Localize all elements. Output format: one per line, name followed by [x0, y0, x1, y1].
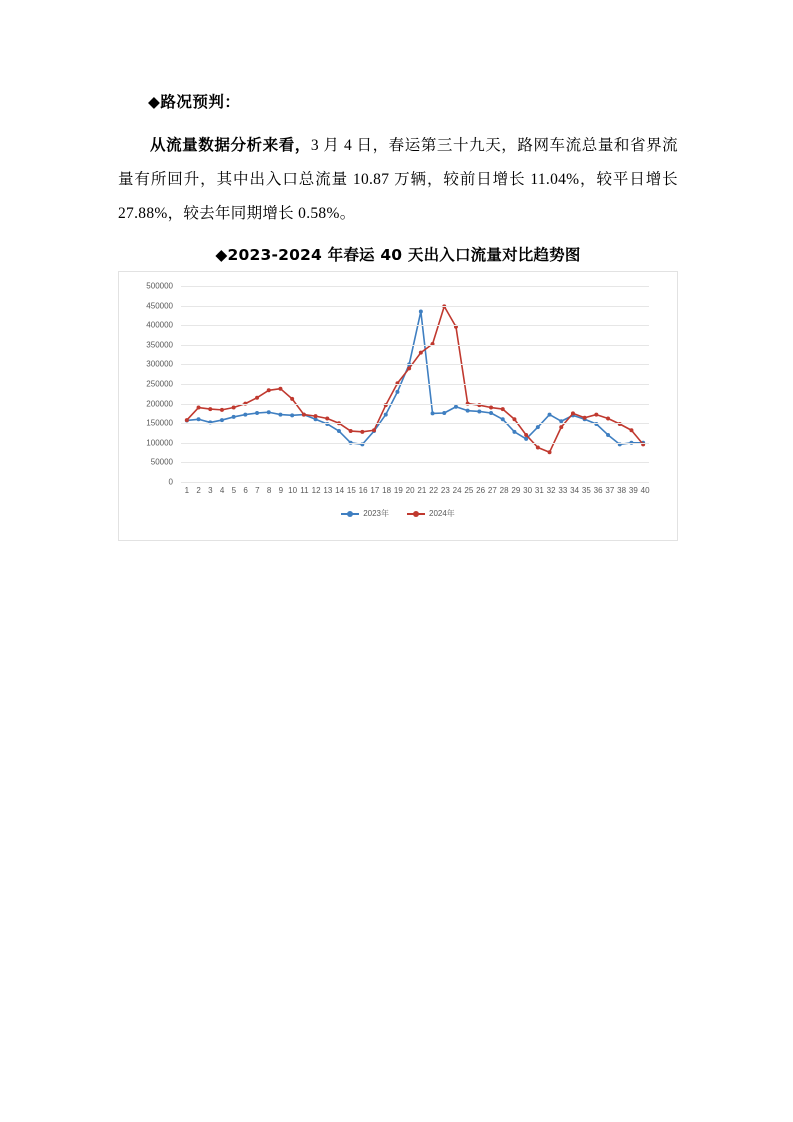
x-axis-tick-label: 5 — [231, 486, 237, 495]
chart-point — [325, 416, 329, 420]
x-axis-tick-label: 13 — [323, 486, 333, 495]
chart-point — [629, 428, 633, 432]
chart-point — [314, 414, 318, 418]
chart-gridline — [181, 364, 649, 365]
x-axis-tick-label: 36 — [593, 486, 603, 495]
chart-point — [302, 413, 306, 417]
chart-point — [466, 409, 470, 413]
x-axis-tick-label: 33 — [558, 486, 568, 495]
chart-point — [559, 425, 563, 429]
x-axis-tick-label: 19 — [393, 486, 403, 495]
chart-gridline — [181, 482, 649, 483]
chart-point — [267, 410, 271, 414]
x-axis-tick-label: 1 — [184, 486, 190, 495]
y-axis-tick-label: 450000 — [146, 301, 173, 311]
y-axis-tick-label: 150000 — [146, 418, 173, 428]
chart-point — [197, 417, 201, 421]
chart-point — [384, 413, 388, 417]
x-axis-tick-label: 37 — [605, 486, 615, 495]
chart-gridline — [181, 325, 649, 326]
x-axis-tick-label: 30 — [523, 486, 533, 495]
y-axis-tick-label: 350000 — [146, 340, 173, 350]
x-axis-tick-label: 31 — [534, 486, 544, 495]
chart-point — [197, 406, 201, 410]
paragraph-lead: 从流量数据分析来看， — [150, 136, 311, 154]
chart-gridline — [181, 306, 649, 307]
x-axis-tick-label: 16 — [358, 486, 368, 495]
chart-point — [267, 388, 271, 392]
chart-point — [536, 446, 540, 450]
chart-point — [501, 407, 505, 411]
chart-gridline — [181, 384, 649, 385]
x-axis-tick-label: 8 — [266, 486, 272, 495]
x-axis-tick-label: 32 — [546, 486, 556, 495]
x-axis-tick-label: 35 — [581, 486, 591, 495]
y-axis-tick-label: 200000 — [146, 399, 173, 409]
chart-point — [290, 397, 294, 401]
y-axis-tick-label: 400000 — [146, 320, 173, 330]
chart-point — [232, 415, 236, 419]
x-axis-tick-label: 2 — [196, 486, 201, 495]
chart-point — [255, 396, 259, 400]
paragraph-rest: 3 月 4 日，春运第三十九天，路网车流总量和省界流量有所回升，其中出入口总流量 10.87 万辆，较前日增长 11.04%，较平日增长 27.88%，较去年同期增长 0.58%。 — [118, 137, 678, 222]
chart-point — [407, 366, 411, 370]
chart-point — [442, 411, 446, 415]
y-axis-tick-label: 0 — [168, 477, 173, 487]
legend-swatch-icon — [341, 513, 359, 515]
x-axis-tick-label: 10 — [288, 486, 298, 495]
x-axis-tick-label: 17 — [370, 486, 380, 495]
x-axis-tick-label: 4 — [219, 486, 225, 495]
chart-gridline — [181, 423, 649, 424]
chart-point — [571, 411, 575, 415]
legend-swatch-icon — [407, 513, 425, 515]
x-axis-tick-label: 15 — [346, 486, 356, 495]
legend-item-2[interactable] — [407, 508, 455, 519]
legend-label: 2024年 — [429, 509, 455, 518]
chart-point — [243, 413, 247, 417]
x-axis-tick-label: 12 — [311, 486, 321, 495]
chart-point — [349, 429, 353, 433]
chart-point — [220, 408, 224, 412]
chart-point — [489, 406, 493, 410]
chart-gridline — [181, 462, 649, 463]
chart-point — [606, 416, 610, 420]
x-axis-tick-label: 26 — [476, 486, 486, 495]
chart-point — [208, 407, 212, 411]
x-axis-labels — [181, 486, 649, 500]
chart-point — [278, 413, 282, 417]
chart-point — [583, 416, 587, 420]
legend-item-1[interactable] — [341, 508, 389, 519]
chart-point — [594, 413, 598, 417]
x-axis-tick-label: 20 — [405, 486, 415, 495]
chart-point — [360, 430, 364, 434]
chart-legend — [119, 508, 677, 519]
chart-point — [278, 387, 282, 391]
x-axis-tick-label: 25 — [464, 486, 474, 495]
chart-point — [395, 390, 399, 394]
x-axis-tick-label: 14 — [335, 486, 345, 495]
chart-gridline — [181, 443, 649, 444]
chart-point — [548, 450, 552, 454]
chart-plot-area — [181, 286, 649, 482]
x-axis-tick-label: 38 — [617, 486, 627, 495]
x-axis-tick-label: 28 — [499, 486, 509, 495]
chart-point — [232, 406, 236, 410]
y-axis-tick-label: 100000 — [146, 438, 173, 448]
chart-point — [419, 309, 423, 313]
x-axis-tick-label: 27 — [487, 486, 497, 495]
chart-caption: ◆2023-2024 年春运 40 天出入口流量对比趋势图 — [215, 246, 581, 264]
chart-point — [512, 417, 516, 421]
chart-point — [337, 429, 341, 433]
x-axis-tick-label: 18 — [382, 486, 392, 495]
chart-point — [524, 433, 528, 437]
chart-point — [372, 428, 376, 432]
body-paragraph — [118, 128, 678, 231]
chart-point — [255, 411, 259, 415]
chart-line-2 — [187, 306, 643, 452]
x-axis-tick-label: 11 — [300, 486, 309, 495]
x-axis-tick-label: 24 — [452, 486, 462, 495]
x-axis-tick-label: 7 — [255, 486, 260, 495]
x-axis-tick-label: 29 — [511, 486, 521, 495]
x-axis-tick-label: 22 — [429, 486, 439, 495]
x-axis-tick-label: 6 — [243, 486, 248, 495]
chart-point — [536, 425, 540, 429]
legend-label: 2023年 — [363, 509, 389, 518]
chart-point — [419, 351, 423, 355]
y-axis-tick-label: 500000 — [146, 281, 173, 291]
chart-gridline — [181, 286, 649, 287]
x-axis-tick-label: 40 — [640, 486, 650, 495]
chart-point — [431, 411, 435, 415]
x-axis-tick-label: 39 — [628, 486, 638, 495]
x-axis-tick-label: 21 — [417, 486, 427, 495]
y-axis-tick-label: 300000 — [146, 359, 173, 369]
chart-point — [185, 418, 189, 422]
chart-point — [606, 433, 610, 437]
chart-point — [512, 430, 516, 434]
section-heading: ◆路况预判： — [148, 93, 241, 111]
document-content — [118, 90, 678, 541]
chart-point — [220, 418, 224, 422]
chart-point — [489, 411, 493, 415]
chart-line-1 — [187, 311, 643, 444]
chart-point — [454, 405, 458, 409]
y-axis-tick-label: 250000 — [146, 379, 173, 389]
y-axis-tick-label: 50000 — [150, 457, 173, 467]
chart-point — [477, 409, 481, 413]
chart-gridline — [181, 345, 649, 346]
x-axis-tick-label: 23 — [440, 486, 450, 495]
y-axis-labels — [119, 281, 177, 487]
x-axis-tick-label: 3 — [208, 486, 213, 495]
chart-gridline — [181, 404, 649, 405]
chart-container — [118, 271, 678, 541]
chart-point — [290, 413, 294, 417]
x-axis-tick-label: 34 — [570, 486, 580, 495]
x-axis-tick-label: 9 — [278, 486, 284, 495]
chart-point — [501, 417, 505, 421]
chart-point — [548, 413, 552, 417]
